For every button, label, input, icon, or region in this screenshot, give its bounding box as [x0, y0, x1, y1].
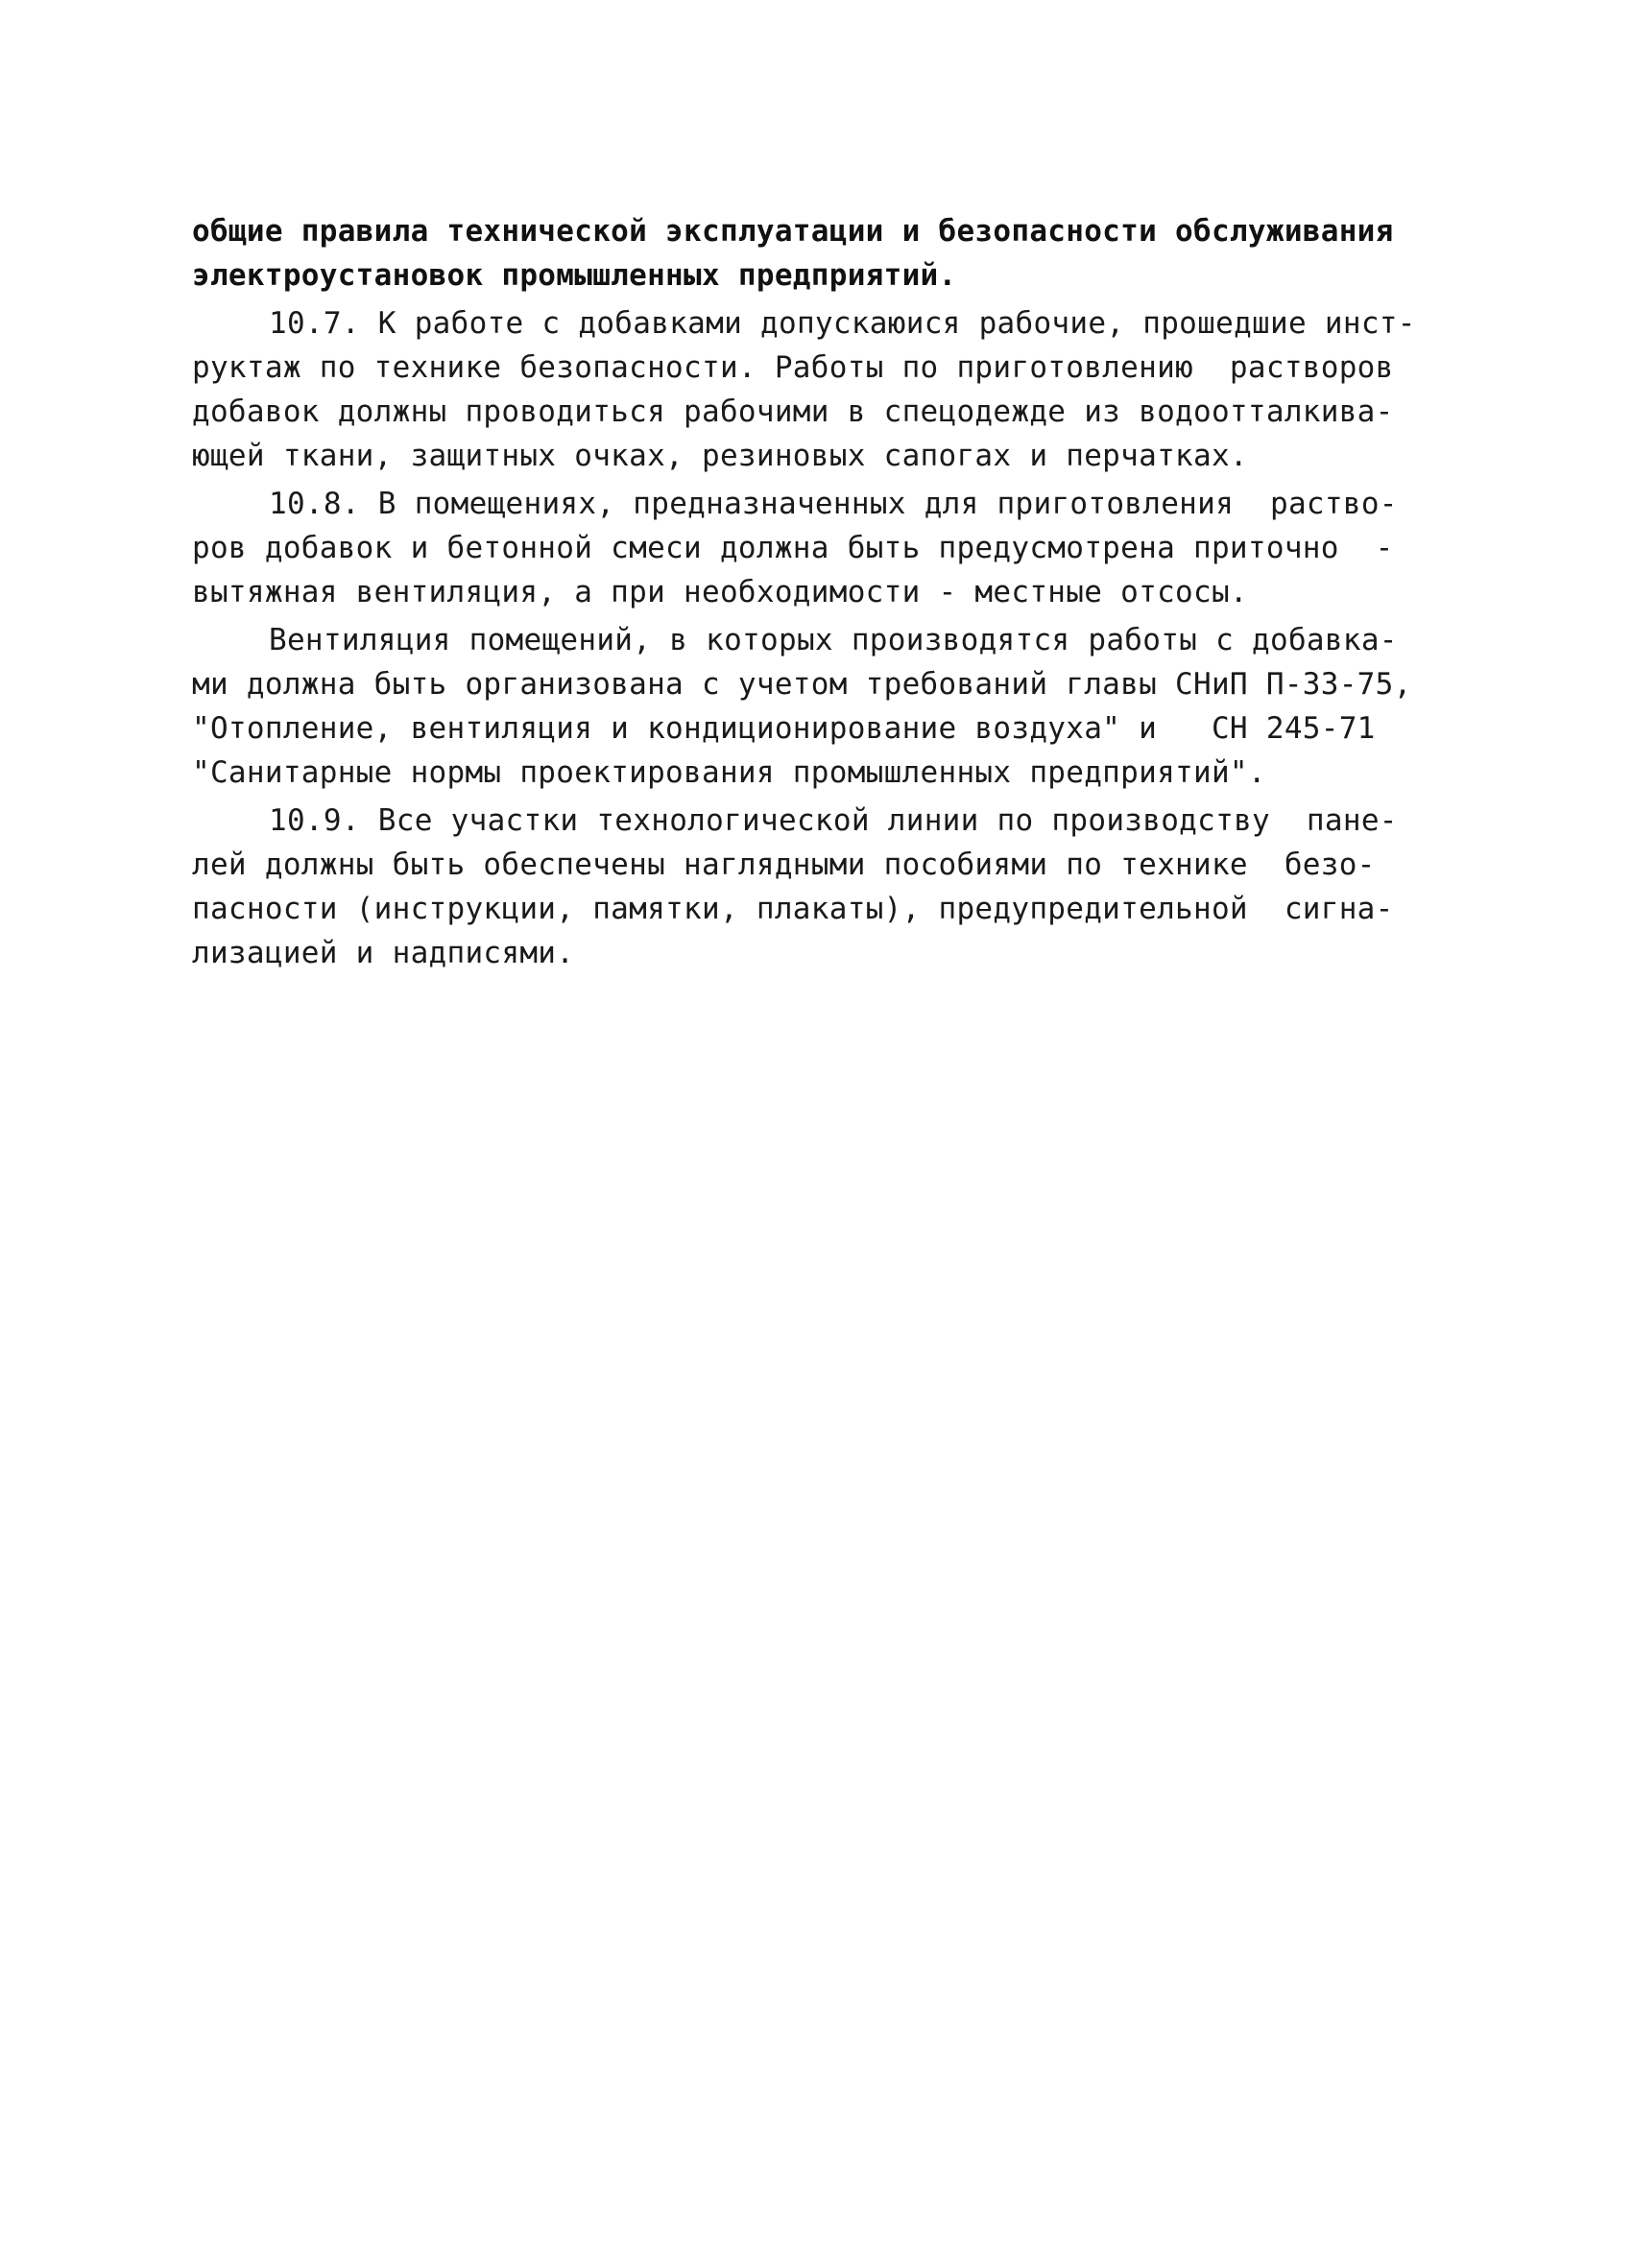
paragraph-ventilation-line-4: "Санитарные нормы проектирования промышленных предприятий". [192, 755, 1266, 790]
body-text [192, 209, 1440, 975]
paragraph-ventilation-line-1: Вентиляция помещений, в которых производятся работы с добавка- [269, 623, 1398, 657]
paragraph-10-7-line-2: руктаж по технике безопасности. Работы по приготовлению растворов [192, 350, 1394, 385]
paragraph-10-9-line-2: лей должны быть обеспечены наглядными пособиями по технике безо- [192, 848, 1376, 882]
paragraph-10-9-line-1: 10.9. Все участки технологической линии по производству пане- [269, 803, 1398, 838]
paragraph-10-8-line-1: 10.8. В помещениях, предназначенных для приготовления раство- [269, 487, 1398, 521]
paragraph-ventilation-line-3: "Отопление, вентиляция и кондиционирование воздуха" и СН 245-71 [192, 711, 1376, 746]
text-line-1: общие правила технической эксплуатации и безопасности обслуживания [192, 214, 1394, 249]
paragraph-10-9-line-4: лизацией и надписями. [192, 936, 575, 970]
paragraph-10-8-line-3: вытяжная вентиляция, а при необходимости - местные отсосы. [192, 575, 1248, 609]
paragraph-10-7-line-1: 10.7. К работе с добавками допускаюися рабочие, прошедшие инст- [269, 306, 1416, 341]
paragraph-10-8-line-2: ров добавок и бетонной смеси должна быть предусмотрена приточно - [192, 531, 1394, 565]
paragraph-10-9-line-3: пасности (инструкции, памятки, плакаты), предупредительной сигна- [192, 892, 1394, 926]
paragraph-10-7-line-4: ющей ткани, защитных очках, резиновых сапогах и перчатках. [192, 439, 1248, 473]
paragraph-ventilation-line-2: ми должна быть организована с учетом требований главы СНиП П-33-75, [192, 667, 1412, 702]
text-line-2: электроустановок промышленных предприятий. [192, 258, 957, 293]
paragraph-10-7-line-3: добавок должны проводиться рабочими в спецодежде из водоотталкива- [192, 394, 1394, 429]
